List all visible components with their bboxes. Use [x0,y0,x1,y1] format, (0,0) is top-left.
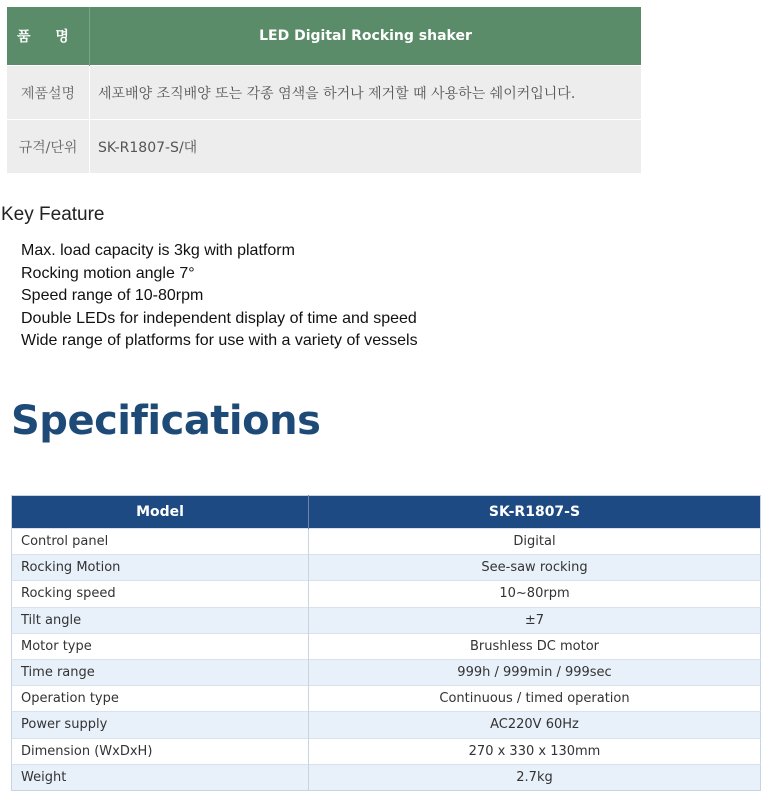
table-row [12,555,761,581]
specifications-table [11,495,761,791]
spec-header-row [12,496,761,529]
table-row [12,738,761,764]
product-description-value: 세포배양 조직배양 또는 각종 염색을 하거나 제거할 때 사용하는 쉐이커입니다. [90,66,642,120]
spec-value: Brushless DC motor [309,633,761,659]
specifications-title: Specifications [11,398,321,444]
spec-value: 10~80rpm [309,581,761,607]
spec-label: Rocking Motion [12,555,309,581]
spec-value: 999h / 999min / 999sec [309,659,761,685]
key-feature-item: Wide range of platforms for use with a variety of vessels [21,332,418,349]
spec-value: Continuous / timed operation [309,686,761,712]
spec-label: Dimension (WxDxH) [12,738,309,764]
product-name-value: LED Digital Rocking shaker [90,7,642,66]
table-row [12,686,761,712]
spec-label: Control panel [12,529,309,555]
spec-header-model: Model [12,496,309,529]
product-description-label: 제품설명 [7,66,90,120]
key-feature-item: Rocking motion angle 7° [21,264,195,282]
key-feature-item: Speed range of 10-80rpm [21,287,204,304]
spec-value: Digital [309,529,761,555]
table-row [12,712,761,738]
spec-label: Operation type [12,686,309,712]
key-feature-list [21,240,418,353]
spec-header-value: SK-R1807-S [309,496,761,529]
product-name-label: 품 명 [7,7,90,66]
spec-value: 2.7kg [309,764,761,790]
product-spec-label: 규격/단위 [7,120,90,174]
spec-label: Tilt angle [12,607,309,633]
product-description-row [7,66,641,120]
product-info-table [7,7,641,173]
table-row [12,607,761,633]
table-row [12,529,761,555]
spec-label: Motor type [12,633,309,659]
product-spec-row [7,120,641,174]
spec-label: Weight [12,764,309,790]
spec-value: 270 x 330 x 130mm [309,738,761,764]
table-row [12,581,761,607]
spec-value: ±7 [309,607,761,633]
product-header-row [7,7,641,66]
table-row [12,764,761,790]
spec-value: See-saw rocking [309,555,761,581]
key-feature-item: Max. load capacity is 3kg with platform [21,242,295,259]
table-row [12,659,761,685]
product-spec-value: SK-R1807-S/대 [90,120,642,174]
spec-value: AC220V 60Hz [309,712,761,738]
key-feature-item: Double LEDs for independent display of time and speed [21,309,417,327]
spec-label: Rocking speed [12,581,309,607]
spec-label: Time range [12,659,309,685]
key-feature-title: Key Feature [1,204,105,225]
spec-label: Power supply [12,712,309,738]
table-row [12,633,761,659]
